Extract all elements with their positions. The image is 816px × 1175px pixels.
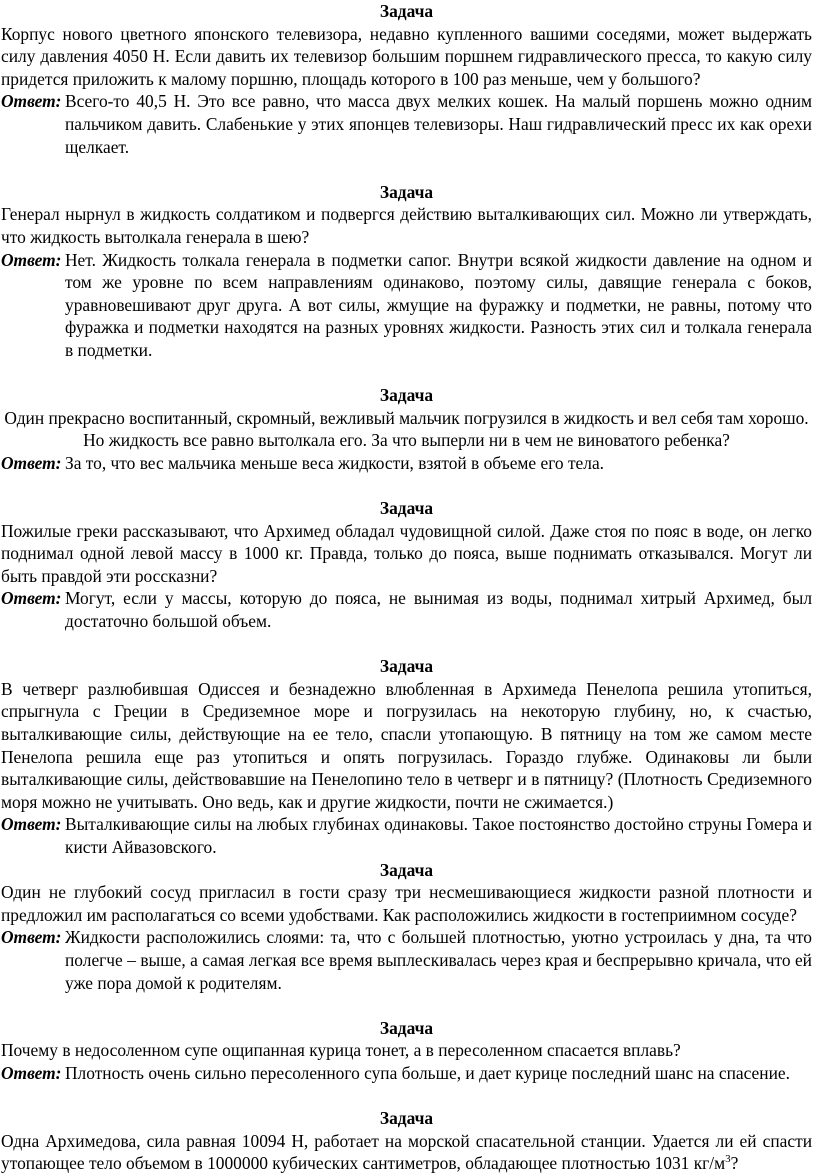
task-title: Задача (379, 498, 434, 519)
task-question: Пожилые греки рассказывают, что Архимед обладал чудовищной силой. Даже стоя по пояс в воде, он легко поднимал одной левой массу в 1000 кг. Правда, только до пояса, выше поднимать отказывался. Могут ли быть правдой эти россказни? (1, 520, 812, 586)
task-answer (1, 90, 812, 158)
task-5 (1, 655, 812, 858)
answer-text: Могут, если у массы, которую до пояса, не вынимая из воды, поднимал хитрый Архимед, был достаточно большой объем. (65, 588, 812, 632)
task-title: Задача (379, 1017, 434, 1038)
answer-label: Ответ: (1, 249, 62, 270)
question-text: Одна Архимедова, сила равная 10094 Н, работает на морской спасательной станции. Удается ли ей спасти утопающее тело объемом в 1000000 кубических сантиметров, обладающее плотностью 1031 кг/м (1, 1130, 812, 1174)
task-answer (1, 813, 812, 858)
answer-text: Выталкивающие силы на любых глубинах одинаковы. Такое постоянство достойно струны Гомера и кисти Айвазовского. (65, 814, 812, 857)
answer-label: Ответ: (1, 814, 62, 835)
task-question: В четверг разлюбившая Одиссея и безнадежно влюбленная в Архимеда Пенелопа решила утопиться, спрыгнула с Греции в Средиземное море и погрузилась на некоторую глубину, но, к счастью, выталкивающие силы, действующие на ее тело, спасли утопающую. В пятницу на том же самом месте Пенелопа решила еще раз утопиться и опять погрузилась. Гораздо глубже. Одинаковы ли были выталкивающие силы, действовавшие на Пенелопино тело в четверг и в пятницу? (Плотность Средиземного моря можно не учитывать. Оно ведь, как и другие жидкости, почти не сжимается.) (1, 678, 812, 812)
task-question: Генерал нырнул в жидкость солдатиком и подвергся действию выталкивающих сил. Можно ли утверждать, что жидкость вытолкала генерала в шею? (1, 204, 812, 247)
task-6 (1, 859, 812, 995)
answer-label: Ответ: (1, 588, 62, 609)
task-question: Один не глубокий сосуд пригласил в гости сразу три несмешивающиеся жидкости разной плотности и предложил им располагаться со всеми удобствами. Как расположились жидкости в гостеприимном сосуде? (1, 882, 812, 925)
task-answer (1, 452, 812, 475)
superscript: 3 (725, 1153, 731, 1166)
task-7 (1, 1017, 812, 1085)
task-answer (1, 587, 812, 632)
task-title: Задача (379, 656, 434, 677)
question-end: ? (730, 1153, 739, 1174)
task-answer (1, 926, 812, 994)
answer-text: Нет. Жидкость толкала генерала в подметки сапог. Внутри всякой жидкости давление на одном и том же уровне по всем направлениям одинаково, поэтому силы, давящие генерала с боков, уравновешивают друг друга. А вот силы, жмущие на фуражку и подметки, не равны, потому что фуражка и подметки находятся на разных уровнях жидкости. Разность этих сил и толкала генерала в подметки. (65, 249, 812, 360)
task-question: Корпус нового цветного японского телевизора, недавно купленного вашими соседями, может выдержать силу давления 4050 Н. Если давить их телевизор большим поршнем гидравлического пресса, то какую силу придется приложить к малому поршню, площадь которого в 100 раз меньше, чем у большого? (1, 23, 812, 89)
task-2 (1, 181, 812, 362)
answer-text: Плотность очень сильно пересоленного супа больше, и дает курице последний шанс на спасение. (65, 1062, 790, 1083)
answer-text: Жидкости расположились слоями: та, что с большей плотностью, уютно устроилась у дна, та что полегче – выше, а самая легкая все время выплескивалась через края и беспрерывно кричала, что ей уже пора домой к родителям. (65, 927, 812, 993)
answer-text: Всего-то 40,5 Н. Это все равно, что масса двух мелких кошек. На малый поршень можно одним пальчиком давить. Слабенькие у этих японцев телевизоры. Наш гидравлический пресс их как орехи щелкает. (65, 91, 812, 157)
task-question: Один прекрасно воспитанный, скромный, вежливый мальчик погрузился в жидкость и вел себя там хорошо. Но жидкость все равно вытолкала его. За что выперли ни в чем не виноватого ребенка? (4, 407, 809, 451)
task-title: Задача (379, 385, 434, 406)
answer-label: Ответ: (1, 452, 62, 473)
task-title: Задача (379, 1108, 434, 1129)
task-title: Задача (379, 859, 434, 880)
answer-label: Ответ: (1, 1062, 62, 1083)
answer-text: За то, что вес мальчика меньше веса жидкости, взятой в объеме его тела. (65, 452, 605, 473)
task-answer (1, 1062, 812, 1085)
task-1 (1, 0, 812, 158)
task-8 (1, 1107, 812, 1175)
task-title: Задача (379, 1, 434, 21)
task-4 (1, 497, 812, 633)
task-question: Почему в недосоленном супе ощипанная курица тонет, а в пересоленном спасается вплавь? (1, 1040, 681, 1061)
task-question (1, 1130, 812, 1175)
task-3 (1, 384, 812, 474)
task-answer (1, 249, 812, 362)
answer-label: Ответ: (1, 91, 62, 112)
task-title: Задача (379, 181, 434, 202)
answer-label: Ответ: (1, 927, 62, 948)
